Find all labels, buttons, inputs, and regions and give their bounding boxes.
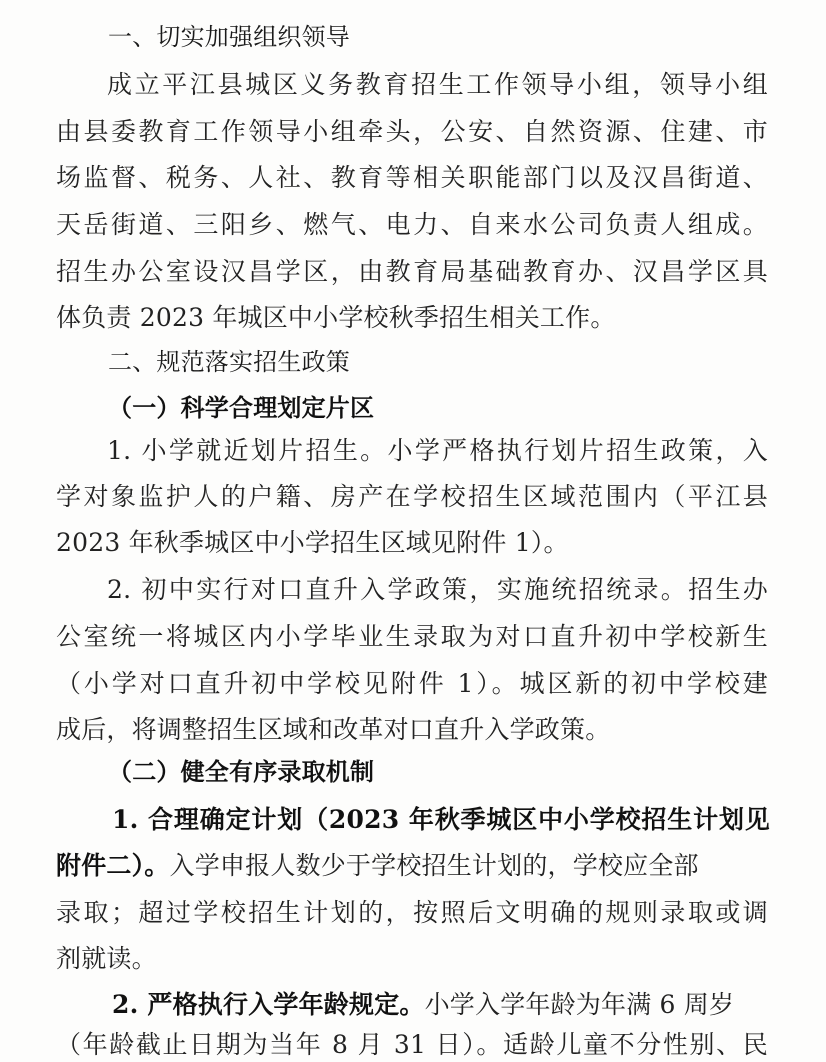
bold-clause-attachment: 附件二）。 (56, 851, 170, 880)
paragraph-line: （年龄截止日期为当年 8 月 31 日）。适龄儿童不分性别、民 (56, 1030, 768, 1059)
section-heading-organization: 一、切实加强组织领导 (108, 23, 350, 51)
subsection-heading-districts: （一）科学合理划定片区 (108, 394, 375, 422)
paragraph-line: 场监督、税务、人社、教育等相关职能部门以及汉昌街道、 (56, 163, 768, 192)
paragraph-line: 招生办公室设汉昌学区，由教育局基础教育办、汉昌学区具 (56, 257, 768, 286)
paragraph-line: 成后，将调整招生区域和改革对口直升入学政策。 (56, 715, 611, 744)
paragraph-line-mixed (112, 990, 734, 1020)
paragraph-line: 天岳街道、三阳乡、燃气、电力、自来水公司负责人组成。 (56, 210, 768, 239)
paragraph-line: 成立平江县城区义务教育招生工作领导小组，领导小组 (107, 70, 768, 99)
bold-clause-plan: 1. 合理确定计划（2023 年秋季城区中小学校招生计划见 (112, 805, 770, 834)
paragraph-line: 1. 小学就近划片招生。小学严格执行划片招生政策，入 (107, 436, 768, 465)
paragraph-line-mixed (56, 851, 768, 881)
paragraph-line: 学对象监护人的户籍、房产在学校招生区域范围内（平江县 (56, 482, 768, 511)
paragraph-line: 体负责 2023 年城区中小学校秋季招生相关工作。 (56, 303, 616, 332)
paragraph-line: 公室统一将城区内小学毕业生录取为对口直升初中学校新生 (56, 622, 768, 651)
paragraph-line: 由县委教育工作领导小组牵头，公安、自然资源、住建、市 (56, 117, 768, 146)
paragraph-line: 剂就读。 (56, 944, 157, 973)
subsection-heading-admission: （二）健全有序录取机制 (108, 758, 375, 786)
paragraph-text: 小学入学年龄为年满 6 周岁 (424, 990, 735, 1019)
bold-clause-age: 2. 严格执行入学年龄规定。 (112, 990, 425, 1019)
paragraph-line: 录取；超过学校招生计划的，按照后文明确的规则录取或调 (56, 898, 768, 927)
paragraph-line: （小学对口直升初中学校见附件 1）。城区新的初中学校建 (56, 669, 768, 698)
paragraph-text: 入学申报人数少于学校招生计划的，学校应全部 (169, 851, 699, 880)
paragraph-line: 2. 初中实行对口直升入学政策，实施统招统录。招生办 (107, 575, 768, 604)
paragraph-line: 2023 年秋季城区中小学招生区域见附件 1）。 (56, 528, 569, 557)
section-heading-policy: 二、规范落实招生政策 (108, 348, 350, 376)
